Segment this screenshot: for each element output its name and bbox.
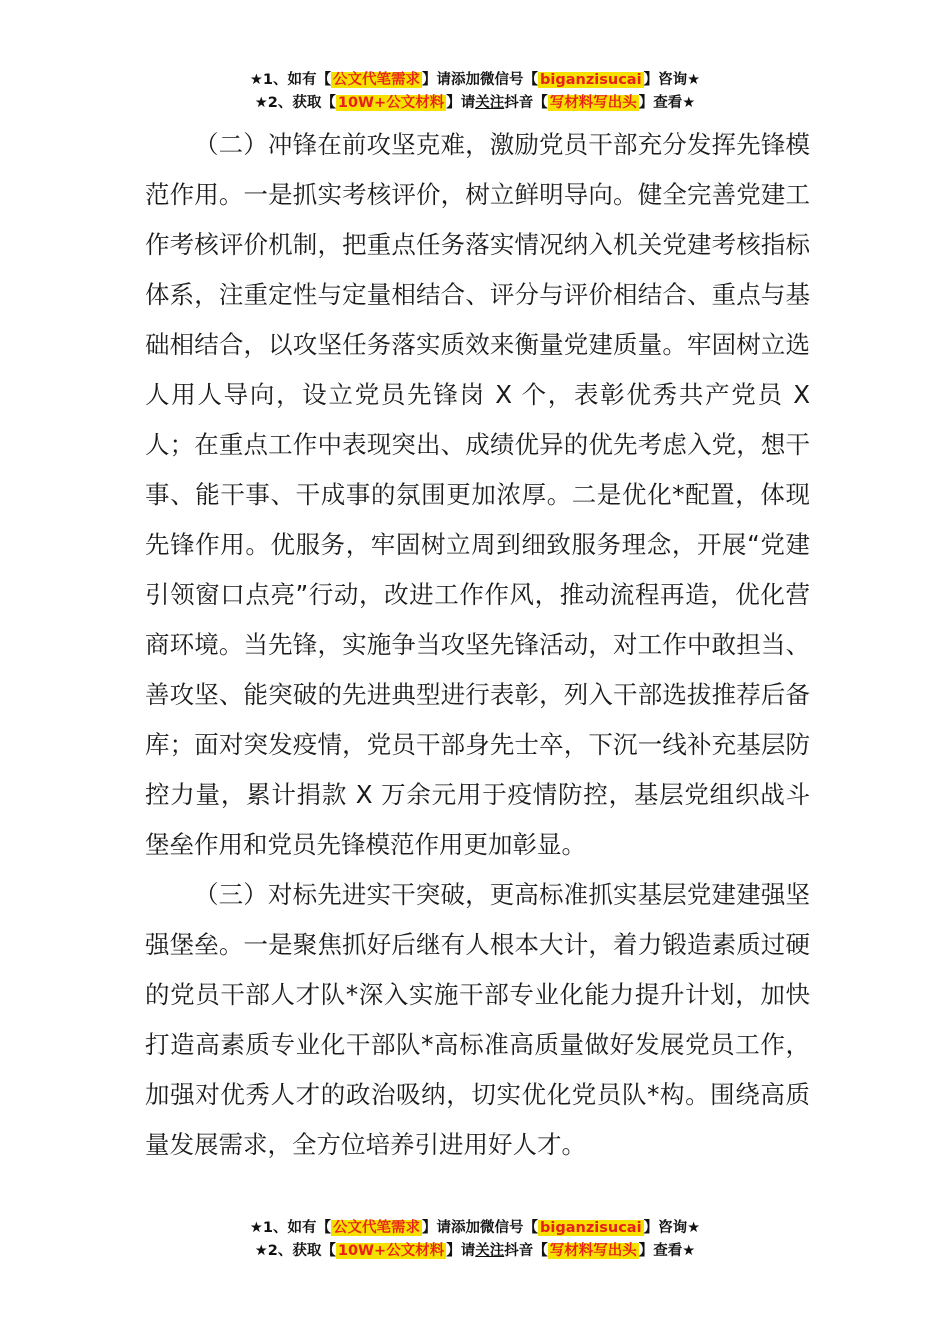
banner-text: 】咨询★	[643, 1220, 701, 1236]
banner-highlight: biganzisucai	[540, 1220, 642, 1236]
banner-text: ★2、获取【	[254, 1243, 336, 1259]
banner-emphasis: 关注	[475, 1243, 505, 1259]
banner-line-2	[0, 1240, 950, 1263]
banner-text: 抖音【	[504, 95, 548, 111]
banner-text: 】请	[446, 95, 476, 111]
paragraph-section-2: （二）冲锋在前攻坚克难，激励党员干部充分发挥先锋模范作用。一是抓实考核评价，树立鲜明导向。健全完善党建工作考核评价机制，把重点任务落实情况纳入机关党建考核指标体系，注重定性与定量相结合、评分与评价相结合、重点与基础相结合，以攻坚任务落实质效来衡量党建质量。牢固树立选人用人导向，设立党员先锋岗 X 个，表彰优秀共产党员 X 人；在重点工作中表现突出、成绩优异的优先考虑入党，想干事、能干事、干成事的氛围更加浓厚。二是优化*配置，体现先锋作用。优服务，牢固树立周到细致服务理念，开展“党建引领窗口点亮”行动，改进工作作风，推动流程再造，优化营商环境。当先锋，实施争当攻坚先锋活动，对工作中敢担当、善攻坚、能突破的先进典型进行表彰，列入干部选拔推荐后备库；面对突发疫情，党员干部身先士卒，下沉一线补充基层防控力量，累计捐款 X 万余元用于疫情防控，基层党组织战斗堡垒作用和党员先锋模范作用更加彰显。	[145, 130, 810, 859]
banner-emphasis: 添加	[451, 72, 481, 88]
banner-emphasis: 关注	[475, 95, 505, 111]
banner-highlight: 公文代笔需求	[333, 1220, 421, 1236]
paragraph-section-3: （三）对标先进实干突破，更高标准抓实基层党建建强坚强堡垒。一是聚焦抓好后继有人根本大计，着力锻造素质过硬的党员干部人才队*深入实施干部专业化能力提升计划，加快打造高素质专业化干部队*高标准高质量做好发展党员工作，加强对优秀人才的政治吸纳，切实优化党员队*构。围绕高质量发展需求，全方位培养引进用好人才。	[145, 880, 810, 1159]
header-banner	[0, 69, 950, 115]
banner-text: 微信号【	[480, 72, 539, 88]
banner-highlight: 10W+公文材料	[337, 1243, 445, 1259]
footer-banner	[0, 1217, 950, 1263]
banner-text: 】查看★	[638, 1243, 696, 1259]
banner-line-2	[0, 92, 950, 115]
banner-text: 】请	[422, 72, 452, 88]
banner-text: 】查看★	[638, 95, 696, 111]
banner-text: ★1、如有【	[249, 1220, 332, 1236]
banner-highlight: 写材料写出头	[549, 1243, 637, 1259]
banner-emphasis: 添加	[451, 1220, 481, 1236]
banner-highlight: 写材料写出头	[549, 95, 637, 111]
banner-text: 】请	[422, 1220, 452, 1236]
banner-highlight: 10W+公文材料	[337, 95, 445, 111]
banner-text: 微信号【	[480, 1220, 539, 1236]
banner-line-1	[0, 69, 950, 92]
banner-text: 】咨询★	[643, 72, 701, 88]
banner-text: 】请	[446, 1243, 476, 1259]
banner-line-1	[0, 1217, 950, 1240]
banner-highlight: biganzisucai	[540, 72, 642, 88]
banner-text: 抖音【	[504, 1243, 548, 1259]
document-body	[145, 120, 810, 1170]
banner-text: ★1、如有【	[249, 72, 332, 88]
banner-text: ★2、获取【	[254, 95, 336, 111]
banner-highlight: 公文代笔需求	[333, 72, 421, 88]
